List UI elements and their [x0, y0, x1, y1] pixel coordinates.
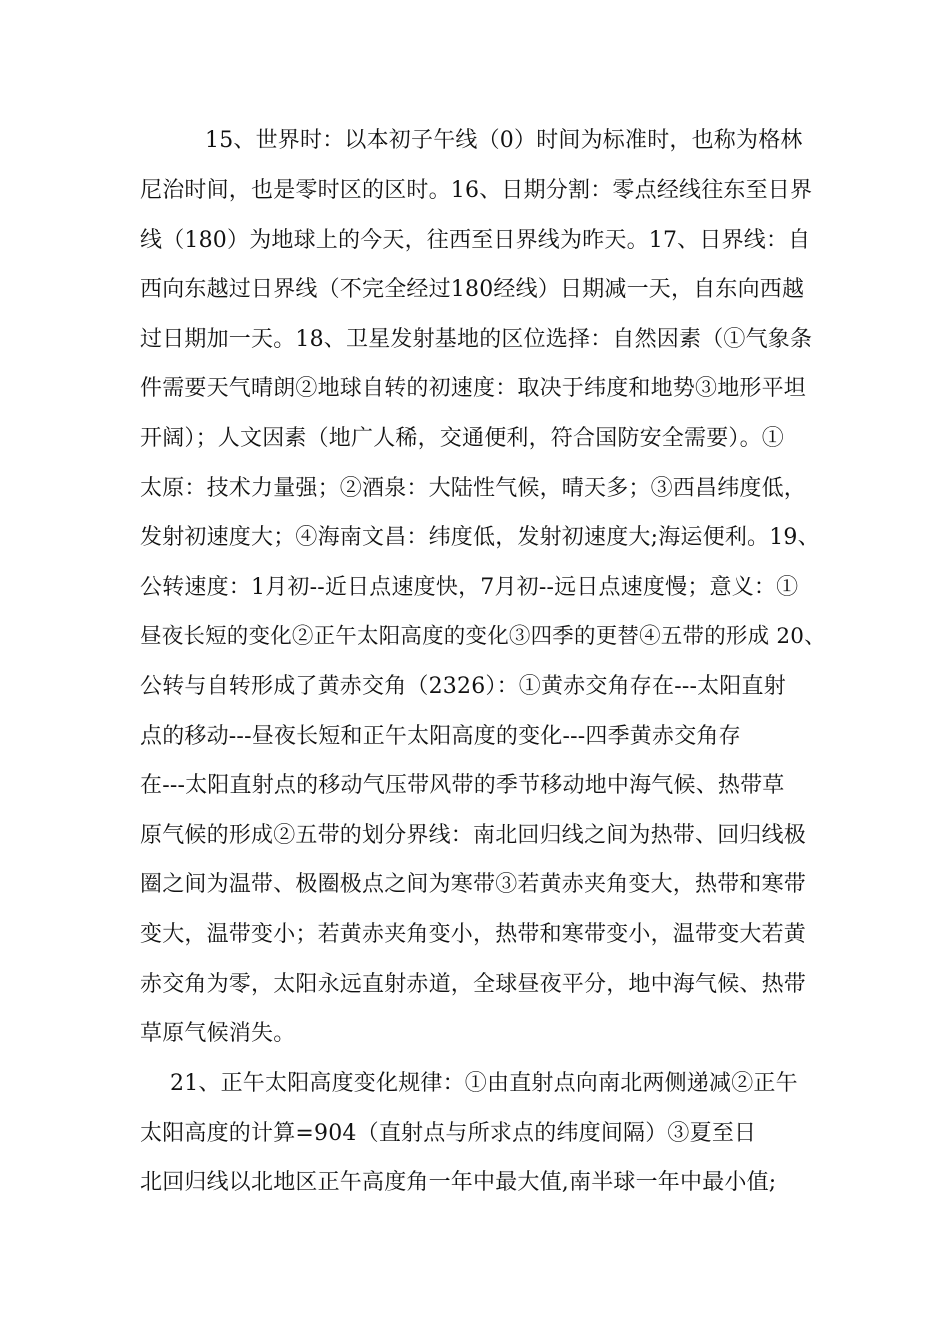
text-line: 太原：技术力量强；②酒泉：大陆性气候，晴天多；③西昌纬度低， [140, 476, 807, 501]
text-line: 点的移动---昼夜长短和正午太阳高度的变化---四季黄赤交角存 [140, 724, 741, 749]
text-line: 件需要天气晴朗②地球自转的初速度：取决于纬度和地势③地形平坦 [140, 376, 807, 401]
text-line: 过日期加一天。18、卫星发射基地的区位选择：自然因素（①气象条 [140, 327, 813, 352]
text-line: 北回归线以北地区正午高度角一年中最大值,南半球一年中最小值; [140, 1170, 777, 1195]
text-line: 太阳高度的计算=904（直射点与所求点的纬度间隔）③夏至日 [140, 1121, 757, 1146]
text-line: 公转速度：1月初--近日点速度快，7月初--远日点速度慢；意义：① [140, 575, 799, 600]
text-line: 在---太阳直射点的移动气压带风带的季节移动地中海气候、热带草 [140, 773, 785, 798]
text-line: 发射初速度大；④海南文昌：纬度低，发射初速度大;海运便利。19、 [140, 525, 820, 550]
text-line: 圈之间为温带、极圈极点之间为寒带③若黄赤夹角变大，热带和寒带 [140, 872, 807, 897]
text-line: 西向东越过日界线（不完全经过180经线）日期减一天，自东向西越 [140, 277, 805, 302]
text-line: 线（180）为地球上的今天，往西至日界线为昨天。17、日界线：自 [140, 228, 811, 253]
text-line: 赤交角为零，太阳永远直射赤道，全球昼夜平分，地中海气候、热带 [140, 972, 807, 997]
text-line: 尼治时间，也是零时区的区时。16、日期分割：零点经线往东至日界 [140, 178, 813, 203]
text-line: 开阔）；人文因素（地广人稀，交通便利，符合国防安全需要）。① [140, 426, 785, 451]
text-line: 昼夜长短的变化②正午太阳高度的变化③四季的更替④五带的形成 20、 [140, 624, 826, 649]
text-line: 15、世界时：以本初子午线（0）时间为标准时，也称为格林 [205, 128, 803, 153]
text-line: 公转与自转形成了黄赤交角（2326）：①黄赤交角存在---太阳直射 [140, 674, 786, 699]
text-line: 变大，温带变小；若黄赤夹角变小，热带和寒带变小，温带变大若黄 [140, 922, 807, 947]
text-line: 原气候的形成②五带的划分界线：南北回归线之间为热带、回归线极 [140, 823, 807, 848]
text-line: 草原气候消失。 [140, 1021, 296, 1046]
text-line: 21、正午太阳高度变化规律：①由直射点向南北两侧递减②正午 [170, 1071, 798, 1096]
